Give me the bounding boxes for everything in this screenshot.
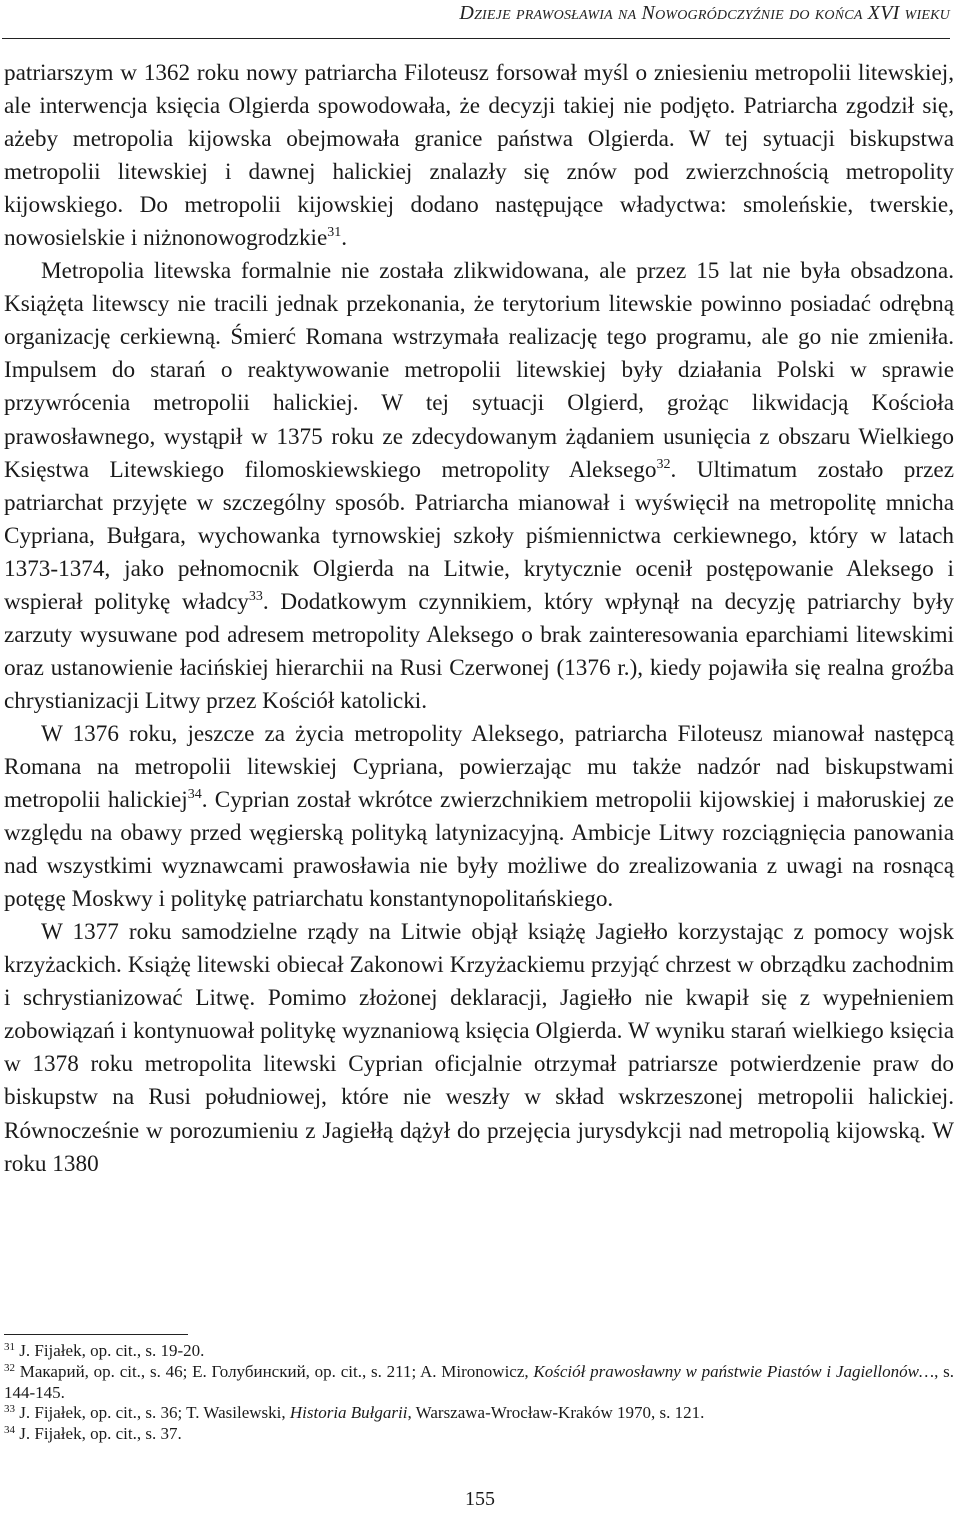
footnote-text: Макарий, op. cit., s. 46; E. Голубинский, op. cit., s. 211; A. Mironowicz, [19,1361,534,1381]
running-header: Dzieje prawosławia na Nowogródczyźnie do końca XVI wieku [459,2,950,24]
footnote [4,1424,954,1445]
footnote-ref: 34 [187,787,202,803]
footnote-number: 33 [4,1403,15,1416]
footnote-text: J. Fijałek, op. cit., s. 36; T. Wasilewski, [19,1403,290,1423]
paragraph [4,255,954,718]
paragraph-text: patriarszym w 1362 roku nowy patriarcha Filoteusz forsował myśl o zniesieniu metropolii litewskiej, ale interwencja księcia Olgierda spowodowała, że decyzji takiej nie podjęto. Patriarcha zgodził się, ażeby metropolia kijowska obejmowała granice państwa Olgierda. W tej sytuacji biskupstwa metropolii litewskiej i dawnej halickiej znalazły się znów pod zwierzchnością metropolity kijowskiego. Do metropolii kijowskiej dodano następujące władyctwa: smoleńskie, twerskie, nowosielskie i niżnonowogrodzkie [4,60,954,252]
paragraph-text: Metropolia litewska formalnie nie została zlikwidowana, ale przez 15 lat nie była obsadzona. Książęta litewscy nie tracili jednak przekonania, że terytorium litewskie powinno posiadać odrębną organizację cerkiewną. Śmierć Romana wstrzymała realizację tego programu, ale go nie zmieniła. Impulsem do starań o reaktywowanie metropolii litewskiej były działania Polski w sprawie przywrócenia metropolii halickiej. W tej sytuacji Olgierd, grożąc likwidacją Kościoła prawosławnego, wystąpił w 1375 roku ze zdecydowanym żądaniem usunięcia z obszaru Wielkiego Księstwa Litewskiego filomoskiewskiego metropolity Aleksego [4,258,954,483]
footnote-text: , Warszawa-Wrocław-Kraków 1970, s. 121. [407,1403,705,1423]
footnote-text: , s. 144-145. [4,1361,955,1402]
paragraph [4,916,954,1180]
footnote-number: 32 [4,1361,15,1374]
paragraph-text: . Ultimatum zostało przez patriarchat przyjęte w szczególny sposób. Patriarcha mianował i wyświęcił na metropolitę mnicha Cypriana, Bułgara, wychowanka tyrnowskiej szkoły piśmiennictwa cerkiewnego, który w latach 1373-1374, jako pełnomocnik Olgierda na Litwie, krytycznie ocenił postępowanie Aleksego i wspierał politykę władcy [4,456,954,615]
italic-title: Kościół prawosławny w państwie Piastów i Jagiellonów… [533,1361,935,1381]
main-text [4,57,954,1181]
paragraph-text: . Cyprian został wkrótce zwierzchnikiem metropolii kijowskiej i małoruskiej ze względu na obawy przed węgierską polityką latynizacyjną. Ambicje Litwy rozciągnięcia panowania nad wszystkimi wyznawcami prawosławia nie były możliwe do zrealizowania z uwagi na rosnącą potęgę Moskwy i politykę patriarchatu konstantynopolitańskiego. [4,787,954,913]
paragraph-text: W 1376 roku, jeszcze za życia metropolity Aleksego, patriarcha Filoteusz mianował następcą Romana na metropolii litewskiej Cypriana, powierzając mu także nadzór nad biskupstwami metropolii halickiej [4,720,954,814]
footnote-ref: 32 [656,456,671,472]
footnote-ref: 31 [327,225,342,241]
footnote [4,1362,954,1404]
footnote-number: 34 [4,1424,15,1437]
footnote-text: J. Fijałek, op. cit., s. 19-20. [19,1341,205,1360]
page-number: 155 [465,1488,495,1510]
italic-title: Historia Bułgarii [289,1403,408,1423]
footnote [4,1341,954,1362]
paragraph [4,718,954,916]
paragraph-text: . Dodatkowym czynnikiem, który wpłynął na decyzję patriarchy były zarzuty wysuwane pod adresem metropolity Aleksego o brak zainteresowania eparchiami litewskimi oraz ustanowienie łacińskiej hierarchii na Rusi Czerwonej (1376 r.), kiedy pojawiła się realna groźba chrystianizacji Litwy przez Kościół katolicki. [4,588,954,714]
footnote-divider [4,1334,188,1335]
footnote-ref: 33 [248,588,263,604]
footnote-number: 31 [4,1341,15,1353]
footnote [4,1403,954,1424]
footnotes [4,1341,954,1445]
paragraph-text: . [341,225,348,252]
header-divider [2,38,950,39]
paragraph-text: W 1377 roku samodzielne rządy na Litwie objął książę Jagiełło korzystając z pomocy wojsk krzyżackich. Książę litewski obiecał Zakonowi Krzyżackiemu przyjąć chrzest w obrządku zachodnim i schrystianizować Litwę. Pomimo złożonej deklaracji, Jagiełło nie kwapił się z wypełnieniem zobowiązań i kontynuował politykę wyznaniową księcia Olgierda. W wyniku starań wielkiego księcia w 1378 roku metropolita litewski Cyprian oficjalnie otrzymał patriarsze potwierdzenie praw do biskupstw na Rusi południowej, które nie weszły w skład wskrzeszonej metropolii halickiej. Równocześnie w porozumieniu z Jagiełłą dążył do przejęcia jurysdykcji nad metropolią kijowską. W roku 1380 [4,919,954,1177]
footnote-text: J. Fijałek, op. cit., s. 37. [19,1424,182,1444]
paragraph [4,57,954,255]
